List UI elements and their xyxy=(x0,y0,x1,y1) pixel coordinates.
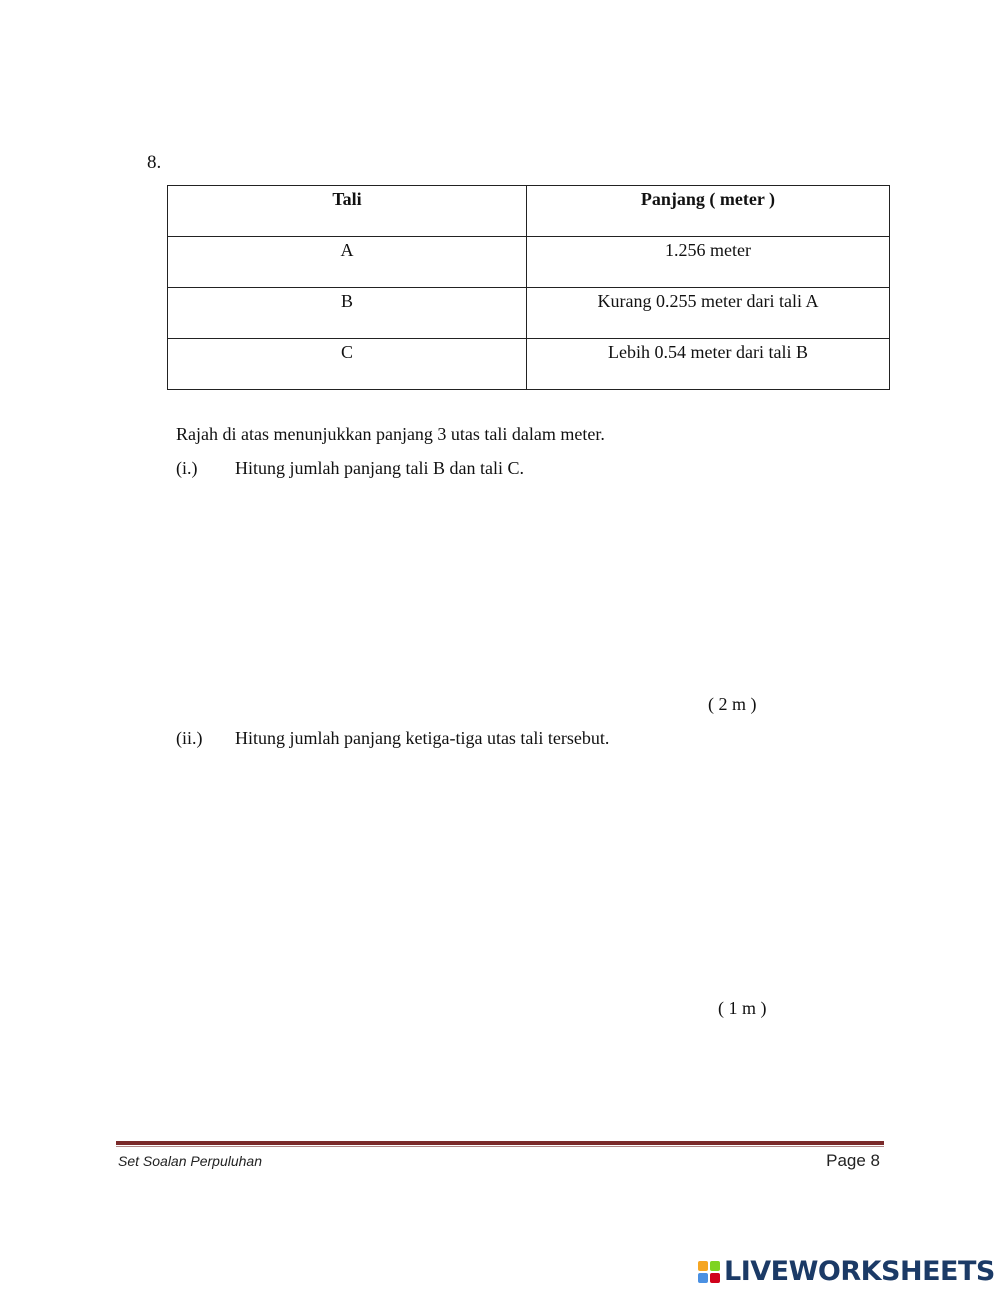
part-i-label: (i.) xyxy=(176,458,198,478)
footer-title: Set Soalan Perpuluhan xyxy=(118,1153,262,1169)
header-tali: Tali xyxy=(168,186,527,237)
part-ii-text: Hitung jumlah panjang ketiga-tiga utas tali tersebut. xyxy=(235,728,610,748)
question-number: 8. xyxy=(147,152,162,173)
footer-page-number: Page 8 xyxy=(826,1151,880,1170)
cell-rope-name: C xyxy=(168,339,527,390)
table-header-row xyxy=(168,186,890,237)
table-row xyxy=(168,237,890,288)
cell-rope-length: Kurang 0.255 meter dari tali A xyxy=(527,288,890,339)
footer-rule-thin xyxy=(116,1146,884,1147)
cell-rope-name: B xyxy=(168,288,527,339)
cell-rope-name: A xyxy=(168,237,527,288)
part-i-text: Hitung jumlah panjang tali B dan tali C. xyxy=(235,458,524,478)
header-panjang: Panjang ( meter ) xyxy=(527,186,890,237)
part-ii-marks: ( 1 m ) xyxy=(718,998,767,1018)
liveworksheets-logo xyxy=(698,1256,995,1287)
footer-rule xyxy=(116,1141,884,1145)
liveworksheets-wordmark: LIVEWORKSHEETS xyxy=(724,1256,995,1287)
question-intro: Rajah di atas menunjukkan panjang 3 utas tali dalam meter. xyxy=(176,424,605,444)
table-row xyxy=(168,339,890,390)
rope-length-table xyxy=(167,185,890,390)
cell-rope-length: Lebih 0.54 meter dari tali B xyxy=(527,339,890,390)
cell-rope-length: 1.256 meter xyxy=(527,237,890,288)
part-ii-label: (ii.) xyxy=(176,728,203,748)
part-i-marks: ( 2 m ) xyxy=(708,694,757,714)
table-row xyxy=(168,288,890,339)
liveworksheets-icon xyxy=(698,1261,720,1283)
